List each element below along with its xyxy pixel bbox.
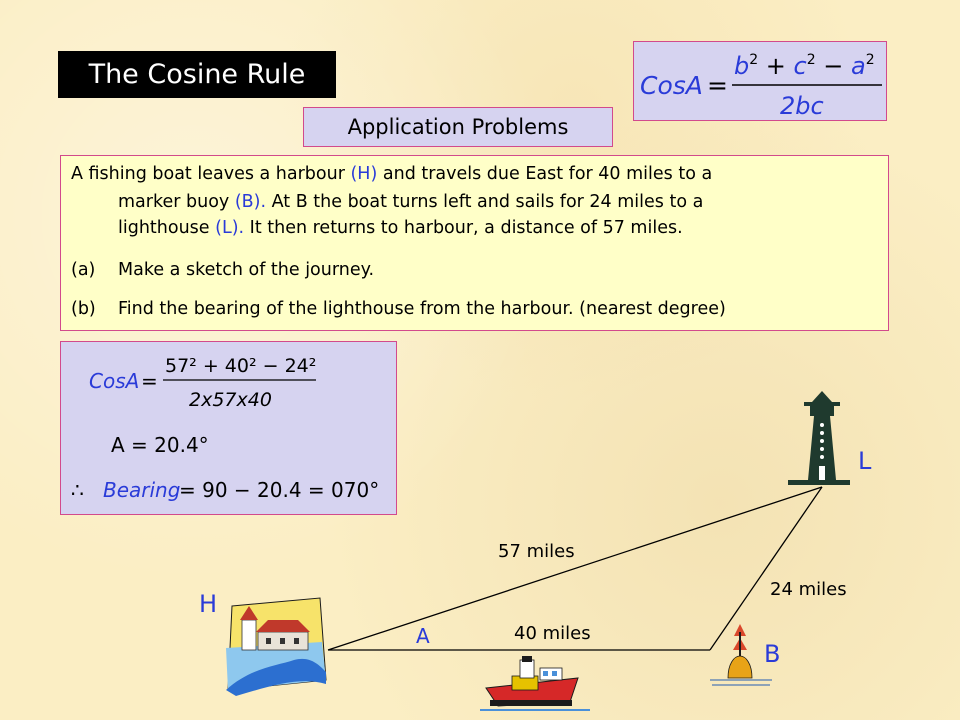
point-label-harbour: H: [199, 590, 218, 618]
lighthouse-icon: [788, 391, 850, 485]
formula-denominator: 2bc: [780, 92, 824, 120]
solution-lhs: CosA: [89, 369, 140, 393]
formula-lhs: CosA: [640, 71, 703, 100]
formula-numerator: $b^2 + c^2 - a^2$: [734, 52, 875, 80]
side-label-hl: 57 miles: [498, 541, 575, 562]
point-label-buoy: B: [764, 640, 781, 668]
problem-part-b-marker: (b): [71, 299, 96, 319]
line-buoy-to-lighthouse: [710, 487, 822, 650]
solution-numerator: 57² + 40² − 24²: [165, 355, 317, 377]
side-label-hb: 40 miles: [514, 623, 591, 644]
angle-label-a: A: [416, 624, 430, 648]
formula-equals: =: [707, 71, 728, 100]
problem-part-a-marker: (a): [71, 260, 96, 280]
therefore-symbol: ∴: [71, 478, 84, 502]
solution-angle: A = 20.4°: [111, 433, 209, 457]
fishing-boat-icon: [480, 656, 590, 710]
problem-part-b-text: Find the bearing of the lighthouse from the harbour. (nearest degree): [118, 299, 726, 319]
solution-denominator: 2x57x40: [189, 389, 272, 411]
solution-bearing-value: = 90 − 20.4 = 070°: [179, 478, 380, 502]
point-label-lighthouse: L: [858, 447, 872, 475]
solution-equals: =: [141, 369, 158, 393]
problem-line-2: marker buoy (B). At B the boat turns left and sails for 24 miles to a: [118, 192, 704, 212]
side-label-bl: 24 miles: [770, 579, 847, 600]
solution-bearing-word: Bearing: [103, 478, 181, 502]
harbour-icon: [226, 598, 326, 696]
marker-buoy-icon: [710, 624, 772, 685]
problem-line-1: A fishing boat leaves a harbour (H) and travels due East for 40 miles to a: [71, 164, 713, 184]
subtitle: Application Problems: [303, 107, 613, 147]
problem-line-3: lighthouse (L). It then returns to harbour, a distance of 57 miles.: [118, 218, 683, 238]
problem-part-a-text: Make a sketch of the journey.: [118, 260, 375, 280]
page-title: The Cosine Rule: [58, 51, 336, 98]
